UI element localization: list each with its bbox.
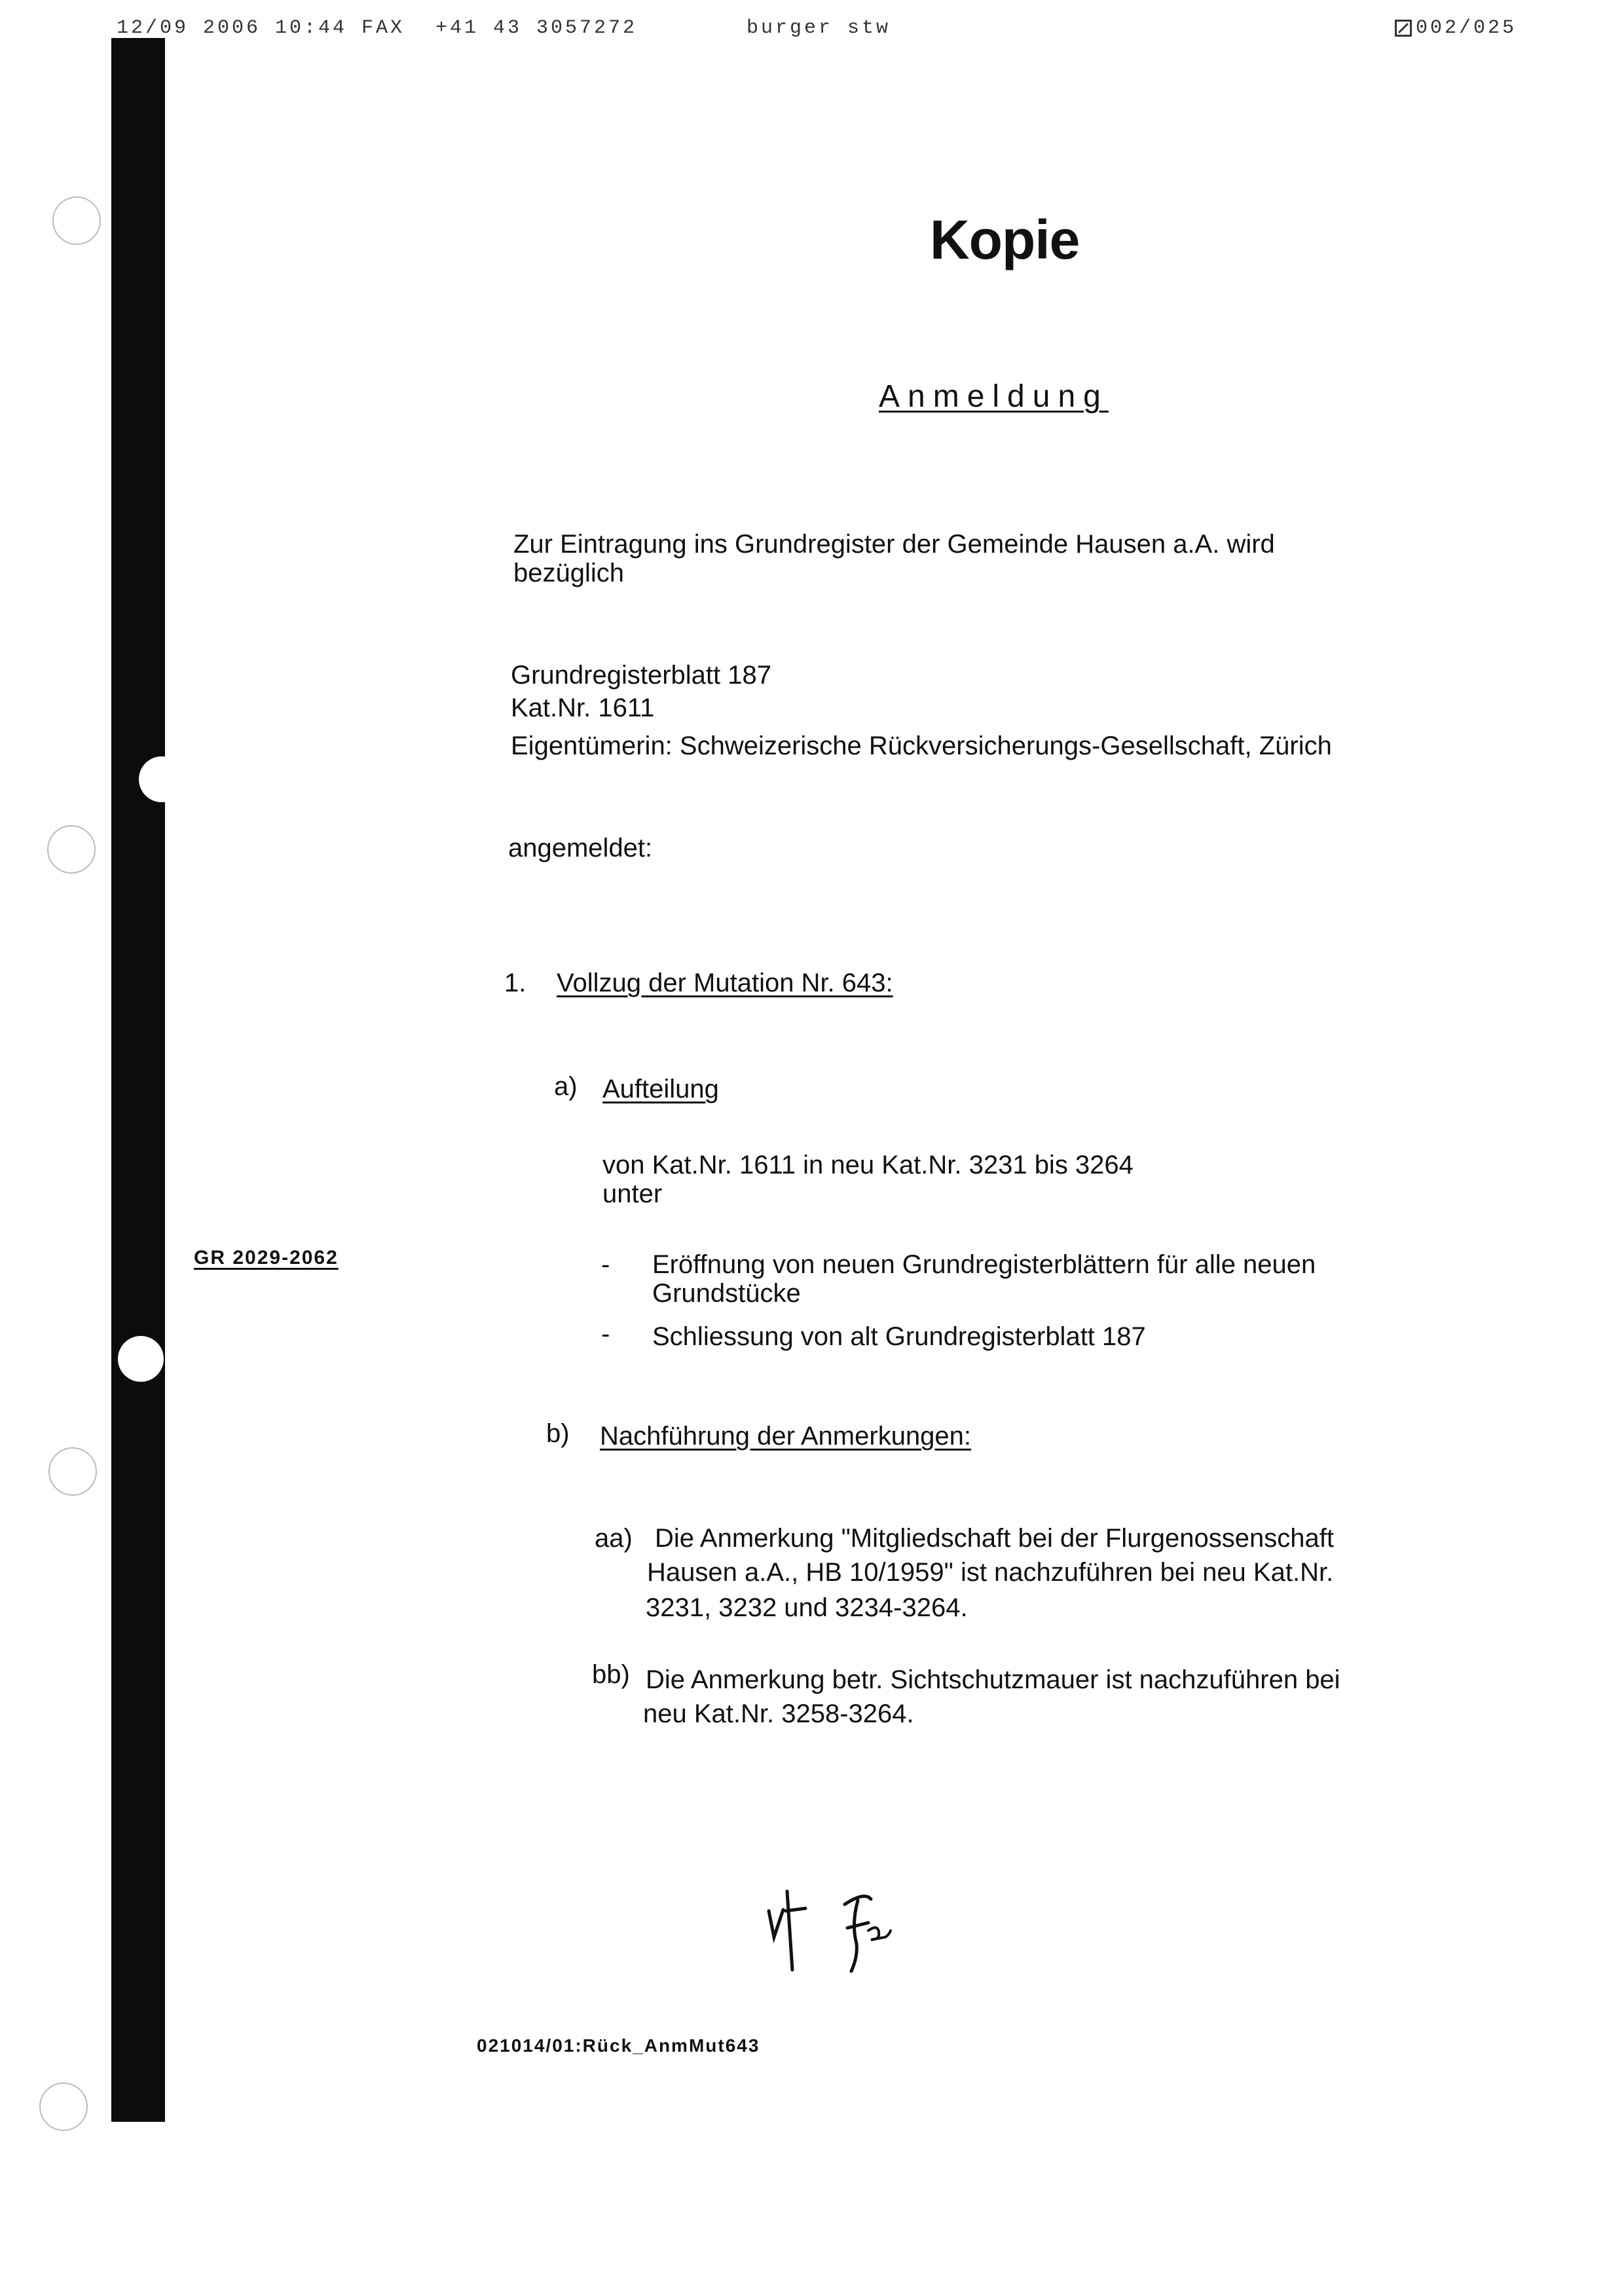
- punch-hole: [139, 756, 185, 802]
- item-aa-line-3: 3231, 3232 und 3234-3264.: [646, 1593, 968, 1622]
- item-bb-line-1: Die Anmerkung betr. Sichtschutzmauer ist nachzuführen bei: [646, 1665, 1340, 1694]
- bullet-1-line-2: Grundstücke: [652, 1279, 801, 1308]
- fax-page-indicator: [1395, 17, 1517, 39]
- section-b-label: b): [546, 1419, 570, 1448]
- property-owner: Eigentümerin: Schweizerische Rückversicherungs-Gesellschaft, Zürich: [511, 731, 1332, 760]
- punch-hole: [47, 825, 96, 874]
- punch-hole: [118, 1336, 164, 1382]
- fax-sender: burger stw: [747, 17, 891, 39]
- punch-hole: [48, 1447, 97, 1496]
- handwritten-initials: [760, 1885, 917, 1983]
- item-bb-label: bb): [592, 1660, 630, 1689]
- punch-hole: [52, 196, 101, 245]
- section-a-line-1: von Kat.Nr. 1611 in neu Kat.Nr. 3231 bis 3264: [602, 1151, 1134, 1179]
- property-kat-nr: Kat.Nr. 1611: [511, 694, 655, 722]
- document-heading: Anmeldung: [879, 379, 1109, 414]
- binder-strip: [111, 38, 165, 2122]
- fax-page-icon: [1395, 20, 1412, 37]
- bullet-dash: -: [601, 1320, 610, 1348]
- intro-line-2: bezüglich: [513, 559, 625, 587]
- property-sheet: Grundregisterblatt 187: [511, 661, 772, 690]
- section-a-title: Aufteilung: [602, 1075, 719, 1103]
- punch-hole: [39, 2083, 88, 2131]
- item-bb-line-2: neu Kat.Nr. 3258-3264.: [643, 1699, 914, 1728]
- fax-timestamp: 12/09 2006 10:44 FAX: [117, 17, 405, 39]
- section-a-label: a): [554, 1072, 578, 1101]
- item-aa-label: aa): [595, 1524, 633, 1553]
- item-aa-line-1: Die Anmerkung "Mitgliedschaft bei der Flurgenossenschaft: [655, 1524, 1334, 1553]
- section-b-title: Nachführung der Anmerkungen:: [600, 1422, 972, 1451]
- margin-note: GR 2029-2062: [194, 1247, 339, 1268]
- fax-page-number: 002/025: [1416, 17, 1517, 39]
- bullet-2-line-1: Schliessung von alt Grundregisterblatt 187: [652, 1322, 1146, 1351]
- fax-phone: +41 43 3057272: [435, 17, 638, 39]
- copy-stamp-title: Kopie: [930, 209, 1080, 270]
- intro-line-1: Zur Eintragung ins Grundregister der Gemeinde Hausen a.A. wird: [513, 530, 1275, 559]
- document-reference: 021014/01:Rück_AnmMut643: [477, 2035, 760, 2056]
- item-aa-line-2: Hausen a.A., HB 10/1959" ist nachzuführen bei neu Kat.Nr.: [647, 1558, 1334, 1587]
- bullet-1-line-1: Eröffnung von neuen Grundregisterblättern für alle neuen: [652, 1250, 1316, 1279]
- bullet-dash: -: [601, 1250, 610, 1279]
- section-1-title: Vollzug der Mutation Nr. 643:: [557, 969, 893, 997]
- section-a-line-2: unter: [602, 1179, 663, 1208]
- section-1-number: 1.: [504, 969, 526, 997]
- declared-label: angemeldet:: [508, 834, 653, 862]
